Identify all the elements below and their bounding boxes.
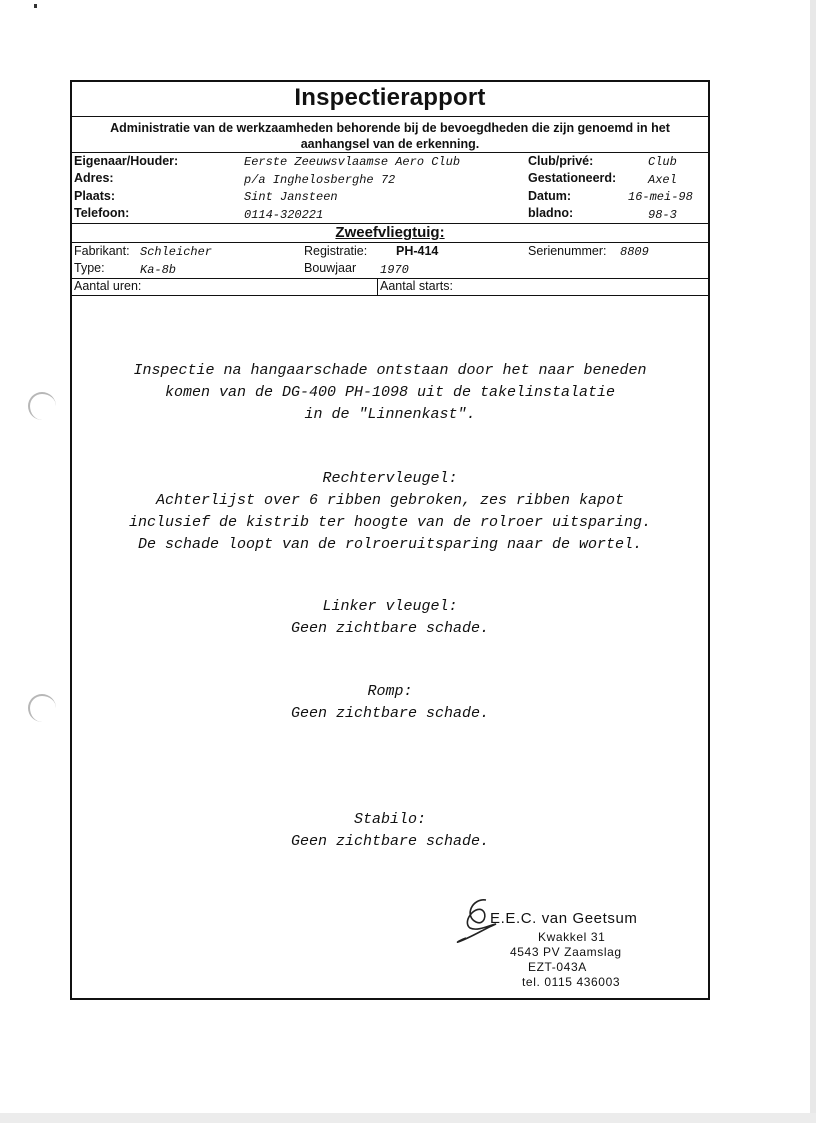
type-label: Type: (74, 261, 105, 275)
signatory-postal: 4543 PV Zaamslag (510, 945, 622, 959)
date-label: Datum: (528, 189, 572, 203)
date-value: 16-mei-98 (628, 190, 693, 204)
manufacturer-label: Fabrikant: (74, 244, 130, 258)
registration-value: PH-414 (396, 244, 439, 258)
starts-label: Aantal starts: (380, 279, 453, 293)
page-value: 98-3 (648, 208, 677, 222)
serial-label: Serienummer: (528, 244, 607, 258)
address-label: Adres: (74, 171, 114, 185)
divider (72, 116, 708, 117)
phone-value: 0114-320221 (244, 208, 324, 222)
year-value: 1970 (380, 263, 409, 277)
report-title: Inspectierapport (294, 84, 486, 111)
registration-label: Registratie: (304, 244, 368, 258)
scan-edge-bottom (0, 1113, 816, 1123)
right-wing-finding: Rechtervleugel: Achterlijst over 6 ribben gebroken, zes ribben kapot inclusief de kistrib ter hoogte van de rolroer uitsparing. De schade loopt van de rolroeruitsparing naar de wortel. (128, 470, 652, 553)
type-value: Ka-8b (140, 263, 177, 277)
owner-label: Eigenaar/Houder: (74, 154, 179, 168)
left-wing-finding: Linker vleugel: Geen zichtbare schade. (290, 598, 490, 637)
club-value: Club (648, 155, 677, 169)
signatory-phone: tel. 0115 436003 (522, 975, 621, 989)
year-label: Bouwjaar (304, 261, 357, 275)
page-label: bladno: (528, 206, 574, 220)
divider (377, 278, 378, 295)
punch-hole-bottom (28, 694, 56, 722)
fuselage-finding: Romp: Geen zichtbare schade. (290, 683, 490, 722)
serial-value: 8809 (620, 245, 649, 259)
club-label: Club/privé: (528, 154, 594, 168)
stationed-label: Gestationeerd: (528, 171, 617, 185)
hours-label: Aantal uren: (74, 279, 142, 293)
scan-edge-right (810, 0, 816, 1123)
city-label: Plaats: (74, 189, 115, 203)
signatory-code: EZT-043A (528, 960, 587, 974)
scan-mark (34, 4, 37, 8)
divider (72, 295, 708, 296)
signatory-street: Kwakkel 31 (538, 930, 606, 944)
phone-label: Telefoon: (74, 206, 130, 220)
divider (72, 242, 708, 243)
report-subtitle: Administratie van de werkzaamheden behorende bij de bevoegdheden die zijn genoemd in het aanhangsel van de erkenning. (110, 121, 670, 151)
city-value: Sint Jansteen (244, 190, 338, 204)
stationed-value: Axel (648, 173, 677, 187)
owner-value: Eerste Zeeuwsvlaamse Aero Club (244, 155, 461, 169)
signatory-name: E.E.C. van Geetsum (490, 910, 638, 927)
address-value: p/a Inghelosberghe 72 (244, 173, 396, 187)
inspection-intro: Inspectie na hangaarschade ontstaan door het naar beneden komen van de DG-400 PH-1098 uit de takelinstalatie in de "Linnenkast". (133, 362, 647, 423)
aircraft-section-title: Zweefvliegtuig: (335, 224, 445, 241)
punch-hole-top (28, 392, 56, 420)
stabilizer-finding: Stabilo: Geen zichtbare schade. (290, 811, 490, 850)
report-frame (70, 80, 710, 1000)
manufacturer-value: Schleicher (140, 245, 213, 259)
divider (72, 152, 708, 153)
